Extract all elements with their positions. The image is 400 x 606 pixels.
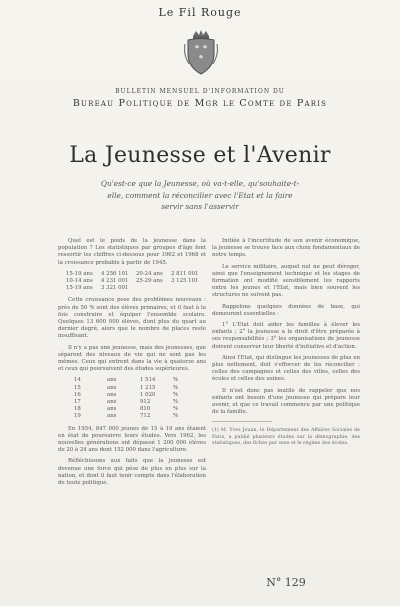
left-column <box>58 238 206 491</box>
footnote: (1) M. Yves Jouan, le Département des Affaires Sociales de Paris, a publié plusieurs études sur la démographie, des statistiques, des fiches par sexe et le régime des écoles. <box>212 428 360 446</box>
table-row: 15 ans 1 215 % <box>74 384 179 391</box>
paragraph: 1° L'Etat doit aider les familles à élever les enfants ; 2° la jeunesse a le droit d'être préparée à ses responsabilités ; 3° les organisations de jeunesse doivent conserver leur liberté d'initiative et d'action. <box>212 322 360 350</box>
paragraph: Quel est le poids de la jeunesse dans la population ? Les statistiques par groupes d'âge font ressortir les chiffres ci-dessous pour 1962 et 1968 et la croissance probable à partir de 1945. <box>58 238 206 266</box>
table-row: 19 ans 712 % <box>74 413 179 420</box>
paragraph: En 1954, 847 000 jeunes de 15 à 19 ans étaient en état de poursuivre leurs études. Vers 1962, les nouvelles générations ont dépassé 1 200 000 élèves de 20 à 24 ans dont 152 000 dans l'agriculture. <box>58 425 206 454</box>
royal-crest-icon <box>183 30 219 76</box>
paragraph: Le service militaire, auquel nul ne peut déroger, ainsi que l'enseignement technique et les stages de formation ont modifié sensiblement les rapports entre les jeunes et l'Etat, mais bien souvent les structures ne suivent pas. <box>212 263 360 299</box>
table-row: 15-19 ans 4 256 101 20-24 ans 2 811 001 <box>66 270 199 277</box>
table-row: 16 ans 1 020 % <box>74 391 179 398</box>
table-row: 18 ans 810 % <box>74 406 179 413</box>
paragraph: Il n'est donc pas inutile de rappeler que nos enfants ont besoin d'une jeunesse qui prépare leur avenir, et que ce travail commence par une politique de la famille. <box>212 387 360 416</box>
paragraph: Réfléchissons aux faits que la jeunesse est devenue une force qui pèse de plus en plus sur la nation, et dont il faut tenir compte dans l'élaboration de toute politique. <box>58 458 206 487</box>
table-row: 14 ans 1 514 % <box>74 377 179 384</box>
table-row: 17 ans 912 % <box>74 399 179 406</box>
article-title: La Jeunesse et l'Avenir <box>69 143 331 168</box>
issue-number: N° 129 <box>266 576 306 589</box>
paragraph: Rappelons quelques données de base, qui demeurent essentielles : <box>212 303 360 317</box>
right-column <box>212 238 360 447</box>
table-row: 10-14 ans 4 231 001 25-29 ans 3 125 101 <box>66 278 199 285</box>
paragraph: Cette croissance pose des problèmes nouveaux : près de 50 % sont des élèves primaires, et il faut à la fois construire et équiper l'ensemble scolaire. Quelques 13 600 000 élèves, dont plus du quart au dernier degré, alors que le nombre de places reste insuffisant. <box>58 297 206 340</box>
table-row: 15-19 ans 3 321 001 <box>66 285 129 292</box>
population-table <box>66 271 206 293</box>
age-percentage-table <box>74 377 206 420</box>
paragraph: Ainsi l'Etat, qui distingue les jeunesses de plus en plus nettement, doit s'efforcer de les réconcilier : celles des campagnes et celles des villes, celles des écoles et celles des usines. <box>212 354 360 383</box>
paragraph: Il n'y a pas une jeunesse, mais des jeunesses, que séparent des niveaux de vie qui ne sont pas les mêmes. Ceux qui entrent dans la vie à quatorze ans et ceux qui poursuivent des études supérieures. <box>58 344 206 373</box>
bureau-label: Bureau Politique de Mgr le Comte de Paris <box>72 98 328 109</box>
bulletin-label: BULLETIN MENSUEL D'INFORMATION DU <box>115 88 285 95</box>
masthead: Le Fil Rouge <box>158 6 242 19</box>
article-subtitle: Qu'est-ce que la Jeunesse, où va-t-elle, qu'souhaite-t-elle, comment la réconcilier avec l'Etat et la faire servir sans l'asservir <box>100 179 300 212</box>
footnote-divider <box>212 421 272 422</box>
paragraph: Initiée à l'incertitude de son avenir économique, la jeunesse se trouve face aux choix fondamentaux de notre temps. <box>212 238 360 259</box>
